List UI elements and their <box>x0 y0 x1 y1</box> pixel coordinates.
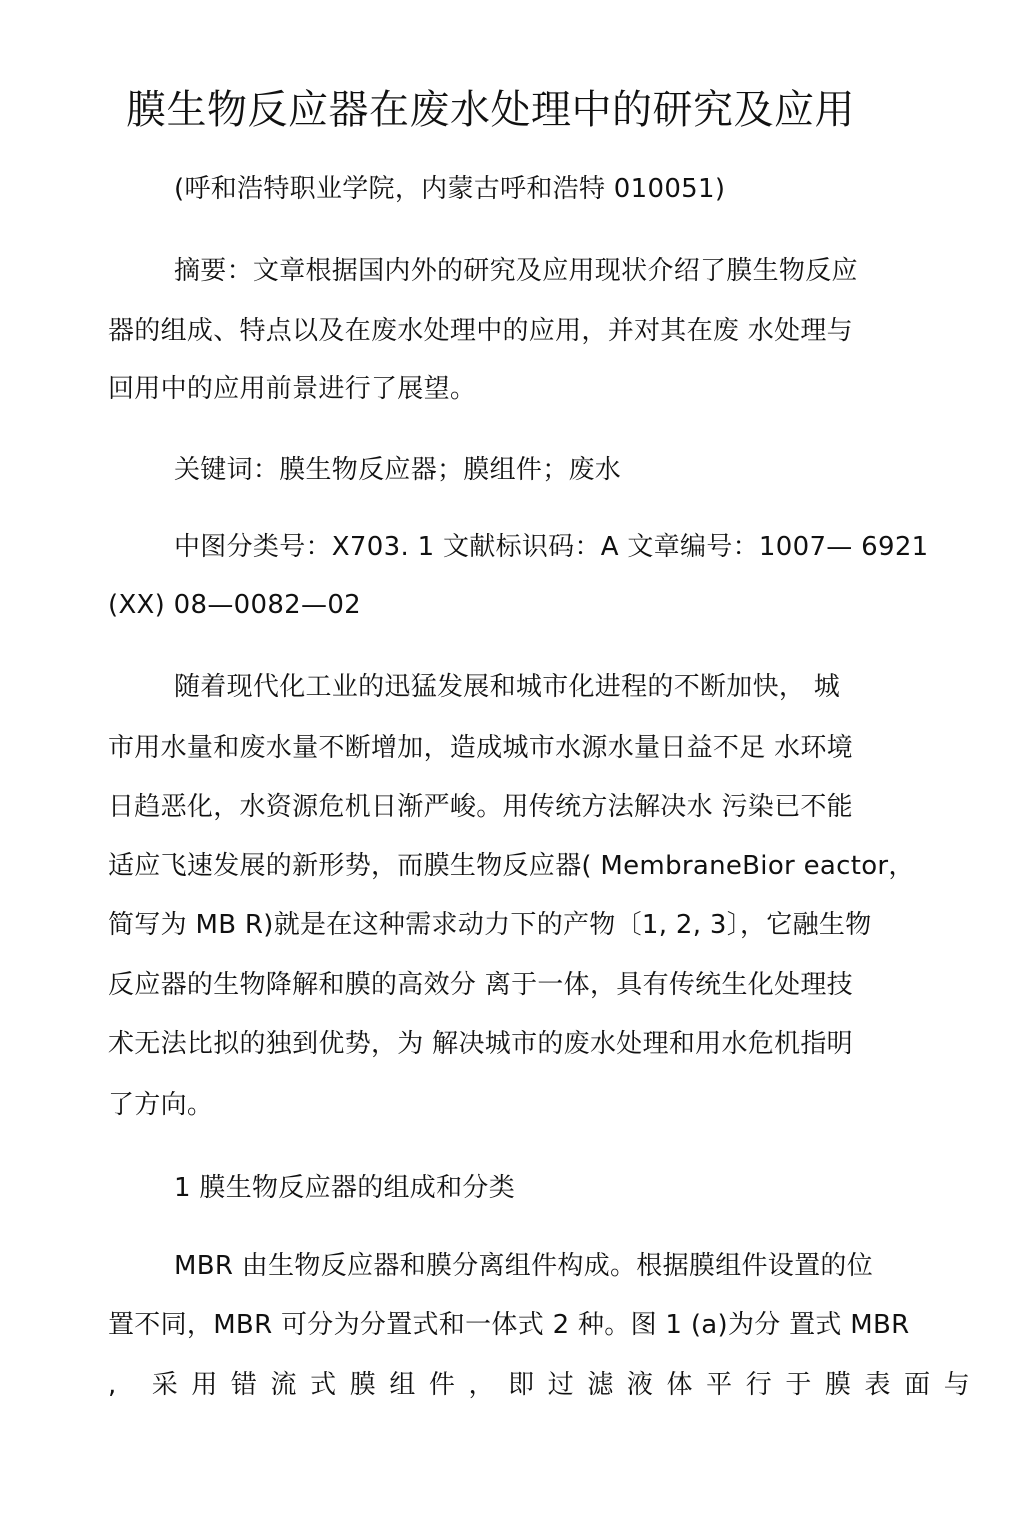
body-line: MBR 由生物反应器和膜分离组件构成。根据膜组件设置的位 <box>174 1251 873 1281</box>
classification-line: 中图分类号：X703. 1 文献标识码：A 文章编号：1007— 6921 <box>174 532 929 562</box>
body-line: 随着现代化工业的迅猛发展和城市化进程的不断加快， 城 <box>174 672 841 702</box>
document-title: 膜生物反应器在废水处理中的研究及应用 <box>126 87 855 133</box>
body-line: 市用水量和废水量不断增加，造成城市水源水量日益不足 水环境 <box>108 733 853 763</box>
body-line: 简写为 MB R)就是在这种需求动力下的产物〔1, 2, 3〕，它融生物 <box>108 910 872 940</box>
body-line: 日趋恶化，水资源危机日渐严峻。用传统方法解决水 污染已不能 <box>108 792 853 822</box>
body-line: , 采用错流式膜组件，即过滤液体平行于膜表面与 <box>108 1370 984 1400</box>
body-line: 术无法比拟的独到优势，为 解决城市的废水处理和用水危机指明 <box>108 1029 853 1059</box>
classification-line: (XX) 08—0082—02 <box>108 590 362 620</box>
affiliation-line: (呼和浩特职业学院，内蒙古呼和浩特 010051) <box>174 174 726 204</box>
abstract-line: 回用中的应用前景进行了展望。 <box>108 374 477 404</box>
body-line: 置不同，MBR 可分为分置式和一体式 2 种。图 1 (a)为分 置式 MBR <box>108 1310 910 1340</box>
body-line: 了方向。 <box>108 1090 214 1120</box>
body-line: 适应飞速发展的新形势，而膜生物反应器( MembraneBior eactor， <box>108 851 915 881</box>
abstract-line: 器的组成、特点以及在废水处理中的应用，并对其在废 水处理与 <box>108 316 853 346</box>
abstract-line: 摘要：文章根据国内外的研究及应用现状介绍了膜生物反应 <box>174 256 858 286</box>
keywords-line: 关键词：膜生物反应器；膜组件；废水 <box>174 455 622 485</box>
section-heading: 1 膜生物反应器的组成和分类 <box>174 1173 516 1203</box>
body-line: 反应器的生物降解和膜的高效分 离于一体，具有传统生化处理技 <box>108 970 853 1000</box>
